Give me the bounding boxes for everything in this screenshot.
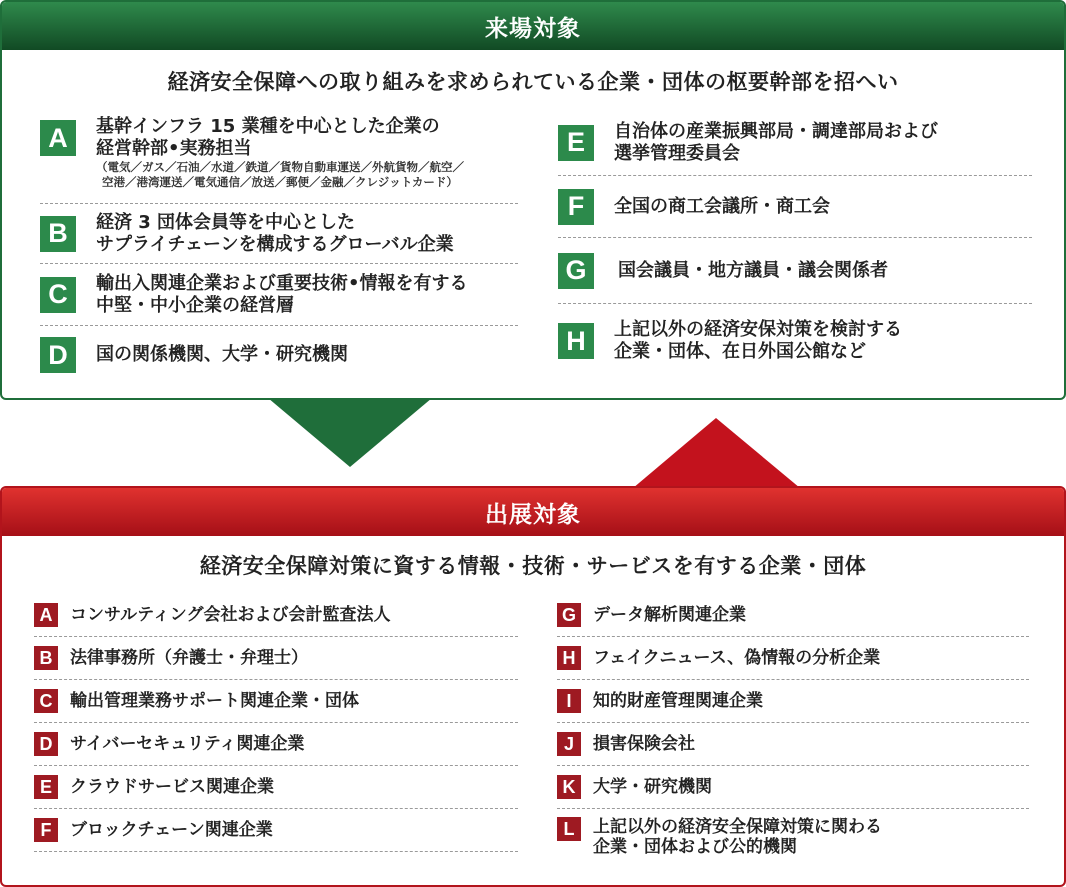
exhibitor-item-c xyxy=(34,680,518,723)
exhibitor-badge-g: G xyxy=(557,603,581,627)
exhibitor-item-e xyxy=(34,766,518,809)
visitor-header xyxy=(2,2,1064,50)
visitor-item-g xyxy=(558,238,1032,304)
exhibitor-item-i-text: 知的財産管理関連企業 xyxy=(593,691,763,711)
down-arrow-icon xyxy=(268,398,432,467)
flow-arrows xyxy=(0,398,1066,490)
exhibitor-item-j-text: 損害保険会社 xyxy=(593,734,695,754)
exhibitor-item-l-text xyxy=(593,817,882,857)
exhibitor-badge-j: J xyxy=(557,732,581,756)
exhibitor-item-b-text: 法律事務所（弁護士・弁理士） xyxy=(70,648,308,668)
exhibitor-item-c-text: 輸出管理業務サポート関連企業・団体 xyxy=(70,691,359,711)
visitor-item-b xyxy=(40,204,518,264)
visitor-item-b-text xyxy=(96,212,454,256)
visitor-item-g-text xyxy=(614,260,888,282)
visitor-item-c xyxy=(40,264,518,326)
visitor-item-f-text xyxy=(614,196,830,218)
visitor-item-a-text xyxy=(96,116,464,190)
exhibitor-badge-b: B xyxy=(34,646,58,670)
visitor-list-left xyxy=(40,110,518,384)
exhibitor-badge-f: F xyxy=(34,818,58,842)
exhibitor-item-f xyxy=(34,809,518,852)
visitor-item-e-line-1: 自治体の産業振興部局・調達部局および xyxy=(614,120,938,142)
visitor-item-a-note-2: 空港／港湾運送／電気通信／放送／郵便／金融／クレジットカード） xyxy=(102,175,458,189)
visitor-item-b-line-2: サプライチェーンを構成するグローバル企業 xyxy=(96,233,454,255)
visitor-badge-d: D xyxy=(40,337,76,373)
exhibitor-badge-h: H xyxy=(557,646,581,670)
visitor-item-h-line-2: 企業・団体、在日外国公館など xyxy=(614,341,866,362)
visitor-item-h-line-1: 上記以外の経済安保対策を検討する xyxy=(614,319,902,340)
visitor-badge-h: H xyxy=(558,323,594,359)
exhibitor-item-i xyxy=(557,680,1029,723)
exhibitor-item-g-text: データ解析関連企業 xyxy=(593,605,746,625)
visitor-item-f xyxy=(558,176,1032,238)
exhibitor-panel xyxy=(0,486,1066,887)
exhibitor-item-e-text: クラウドサービス関連企業 xyxy=(70,777,274,797)
visitor-badge-g: G xyxy=(558,253,594,289)
visitor-title: 来場対象 xyxy=(485,15,581,42)
visitor-item-a-line-1: 基幹インフラ 15 業種を中心とした企業の xyxy=(96,116,440,137)
visitor-item-d-text xyxy=(96,344,348,366)
visitor-panel xyxy=(0,0,1066,400)
visitor-badge-a: A xyxy=(40,120,76,156)
visitor-item-a xyxy=(40,110,518,204)
exhibitor-item-g xyxy=(557,594,1029,637)
exhibitor-item-l-line-1: 上記以外の経済安全保障対策に関わる xyxy=(593,817,882,837)
exhibitor-item-f-text: ブロックチェーン関連企業 xyxy=(70,820,273,840)
exhibitor-badge-a: A xyxy=(34,603,58,627)
visitor-badge-e: E xyxy=(558,125,594,161)
exhibitor-item-j xyxy=(557,723,1029,766)
visitor-item-c-text xyxy=(96,273,468,317)
visitor-item-e-line-2: 選挙管理委員会 xyxy=(614,142,740,164)
exhibitor-title: 出展対象 xyxy=(485,501,581,528)
exhibitor-list-right xyxy=(557,594,1029,865)
exhibitor-item-h-text: フェイクニュース、偽情報の分析企業 xyxy=(593,648,881,668)
exhibitor-subtitle: 経済安全保障対策に資する情報・技術・サービスを有する企業・団体 xyxy=(199,554,867,578)
exhibitor-item-l-line-2: 企業・団体および公的機関 xyxy=(593,837,797,857)
exhibitor-badge-c: C xyxy=(34,689,58,713)
exhibitor-item-k xyxy=(557,766,1029,809)
visitor-item-f-line-1: 全国の商工会議所・商工会 xyxy=(614,195,830,217)
visitor-item-h xyxy=(558,304,1032,378)
visitor-badge-b: B xyxy=(40,216,76,252)
exhibitor-header xyxy=(2,488,1064,536)
exhibitor-list-left xyxy=(34,594,518,852)
exhibitor-item-k-text: 大学・研究機関 xyxy=(593,777,712,797)
exhibitor-item-a xyxy=(34,594,518,637)
visitor-item-c-line-2: 中堅・中小企業の経営層 xyxy=(96,294,294,316)
visitor-item-g-line-1: 国会議員・地方議員・議会関係者 xyxy=(618,259,888,281)
exhibitor-badge-e: E xyxy=(34,775,58,799)
exhibitor-item-h xyxy=(557,637,1029,680)
visitor-item-h-text xyxy=(614,319,902,363)
visitor-item-d-line-1: 国の関係機関、大学・研究機関 xyxy=(96,344,348,365)
visitor-item-e xyxy=(558,110,1032,176)
exhibitor-item-a-text: コンサルティング会社および会計監査法人 xyxy=(70,605,391,625)
visitor-item-a-line-2: 経営幹部•実務担当 xyxy=(96,138,252,159)
visitor-item-d xyxy=(40,326,518,384)
exhibitor-badge-l: L xyxy=(557,817,581,841)
visitor-subtitle: 経済安全保障への取り組みを求められている企業・団体の枢要幹部を招へい xyxy=(167,70,899,94)
visitor-list-right xyxy=(558,110,1032,378)
exhibitor-item-l xyxy=(557,809,1029,865)
exhibitor-badge-d: D xyxy=(34,732,58,756)
up-arrow-icon xyxy=(633,418,800,488)
visitor-item-a-note-1: （電気／ガス／石油／水道／鉄道／貨物自動車運送／外航貨物／航空／ xyxy=(96,160,464,174)
exhibitor-item-d-text: サイバーセキュリティ関連企業 xyxy=(70,734,305,754)
exhibitor-item-b xyxy=(34,637,518,680)
exhibitor-badge-i: I xyxy=(557,689,581,713)
visitor-item-e-text xyxy=(614,121,938,165)
visitor-item-b-line-1: 経済 3 団体会員等を中心とした xyxy=(96,211,356,233)
exhibitor-badge-k: K xyxy=(557,775,581,799)
visitor-item-c-line-1: 輸出入関連企業および重要技術•情報を有する xyxy=(96,272,468,294)
visitor-badge-f: F xyxy=(558,189,594,225)
exhibitor-item-d xyxy=(34,723,518,766)
visitor-badge-c: C xyxy=(40,277,76,313)
